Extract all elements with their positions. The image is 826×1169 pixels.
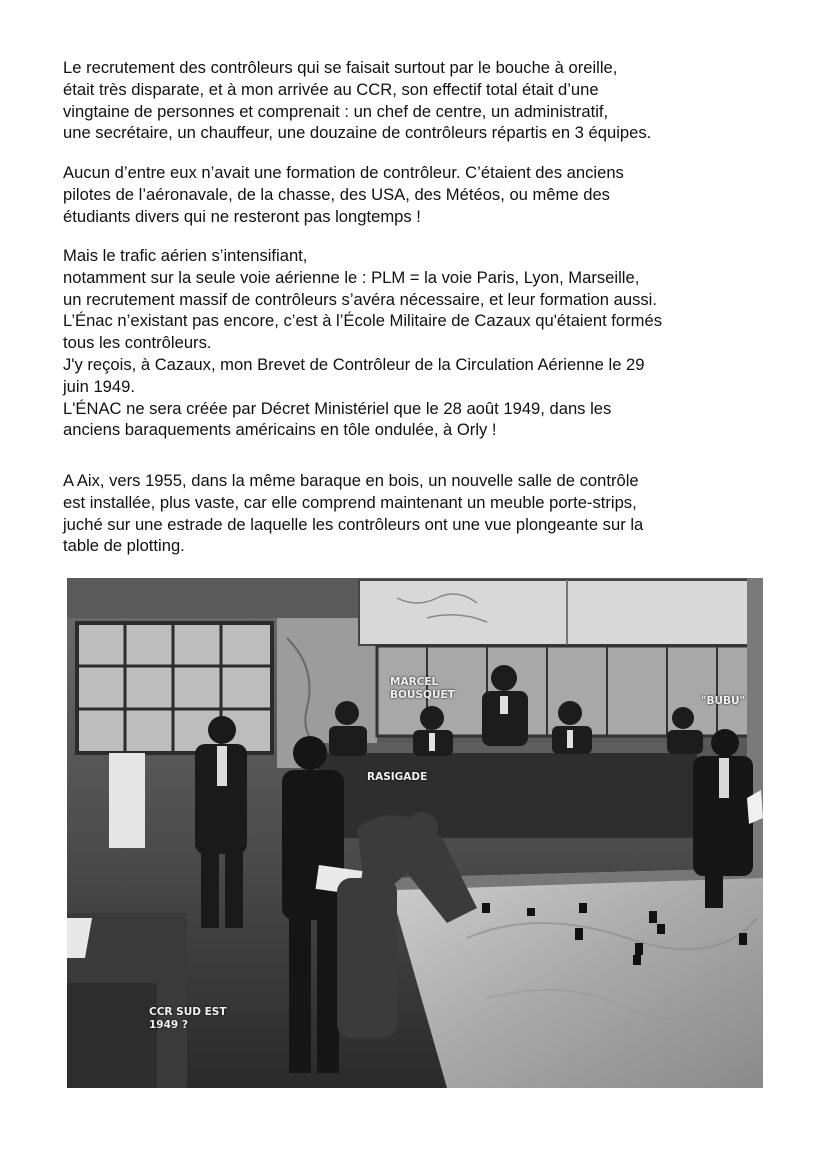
text-line: juché sur une estrade de laquelle les contrôleurs ont une vue plongeante sur la xyxy=(63,514,644,534)
text-line: table de plotting. xyxy=(63,536,185,556)
caption-ccr-sud-est xyxy=(149,1006,227,1032)
text-line: une secrétaire, un chauffeur, une douzaine de contrôleurs répartis en 3 équipes. xyxy=(63,123,652,143)
caption-line: BOUSQUET xyxy=(390,689,455,701)
text-line: L’Énac n’existant pas encore, c’est à l’École Militaire de Cazaux qu'étaient formés xyxy=(63,311,663,331)
text-line: vingtaine de personnes et comprenait : un chef de centre, un administratif, xyxy=(63,101,609,121)
text-line: un recrutement massif de contrôleurs s’avéra nécessaire, et leur formation aussi. xyxy=(63,289,657,309)
control-room-photo xyxy=(67,578,763,1088)
caption-line: CCR SUD EST xyxy=(149,1006,227,1018)
text-line: Le recrutement des contrôleurs qui se faisait surtout par le bouche à oreille, xyxy=(63,58,618,77)
text-line: anciens baraquements américains en tôle ondulée, à Orly ! xyxy=(63,420,497,440)
text-line: Aucun d’entre eux n’avait une formation de contrôleur. C’étaient des anciens xyxy=(63,163,624,182)
caption-rasigade: RASIGADE xyxy=(367,771,428,783)
paragraph-formation xyxy=(63,162,783,227)
caption-marcel-bousquet xyxy=(390,676,455,702)
caption-line: 1949 ? xyxy=(149,1019,188,1031)
caption-line: MARCEL xyxy=(390,676,439,688)
paragraph-aix xyxy=(63,470,783,557)
text-line: A Aix, vers 1955, dans la même baraque en bois, un nouvelle salle de contrôle xyxy=(63,471,639,490)
text-line: J'y reçois, à Cazaux, mon Brevet de Contrôleur de la Circulation Aérienne le 29 xyxy=(63,354,645,374)
text-line: juin 1949. xyxy=(63,376,135,396)
text-line: était très disparate, et à mon arrivée au CCR, son effectif total était d’une xyxy=(63,79,599,99)
paragraph-recrutement xyxy=(63,57,783,144)
text-line: Mais le trafic aérien s’intensifiant, xyxy=(63,246,308,265)
text-line: pilotes de l’aéronavale, de la chasse, des USA, des Météos, ou même des xyxy=(63,184,610,204)
caption-bubu: "BUBU" xyxy=(701,695,745,707)
text-line: étudiants divers qui ne resteront pas longtemps ! xyxy=(63,206,421,226)
text-line: L'ÉNAC ne sera créée par Décret Ministériel que le 28 août 1949, dans les xyxy=(63,398,612,418)
paragraph-trafic xyxy=(63,245,783,441)
text-line: tous les contrôleurs. xyxy=(63,333,212,353)
text-line: notamment sur la seule voie aérienne le : PLM = la voie Paris, Lyon, Marseille, xyxy=(63,267,640,287)
text-line: est installée, plus vaste, car elle comprend maintenant un meuble porte-strips, xyxy=(63,492,637,512)
